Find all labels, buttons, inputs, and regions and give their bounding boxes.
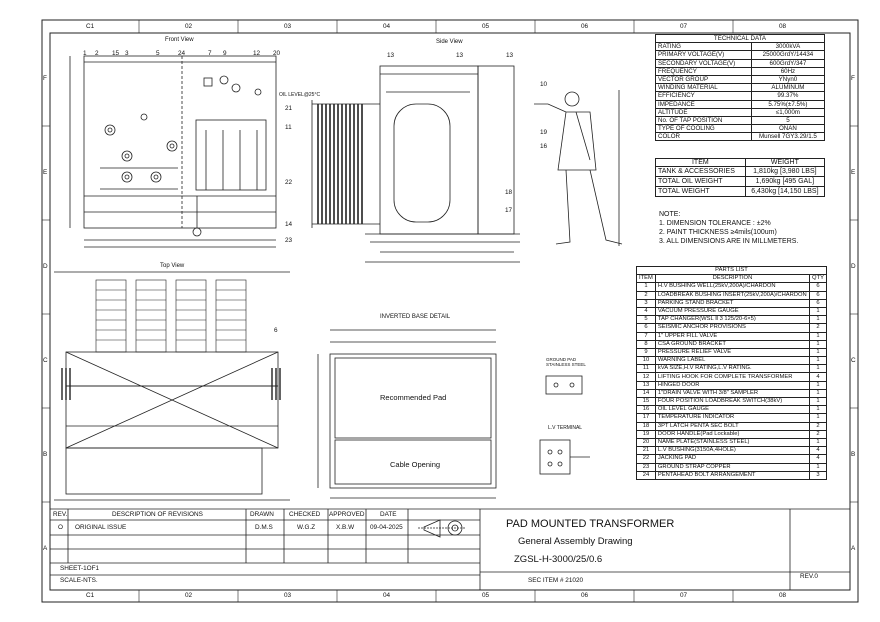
table-row <box>637 406 827 414</box>
part-description: WARNING LABEL <box>655 357 809 365</box>
note-item: 1. DIMENSION TOLERANCE : ±2% <box>659 220 771 227</box>
callout-balloon: 10 <box>540 81 548 88</box>
callout-balloon: 2 <box>95 50 99 57</box>
part-item: 14 <box>637 389 656 397</box>
border-col-label: 06 <box>581 23 589 30</box>
part-qty: 1 <box>810 340 827 348</box>
part-item: 7 <box>637 332 656 340</box>
tech-value: 3000kVA <box>751 43 824 51</box>
notes-title: NOTE: <box>659 211 681 218</box>
part-item: 8 <box>637 340 656 348</box>
part-qty: 1 <box>810 357 827 365</box>
tech-key: VECTOR GROUP <box>656 75 752 83</box>
table-row <box>637 332 827 340</box>
table-row <box>637 389 827 397</box>
table-row <box>637 307 827 315</box>
tech-value: 99.37% <box>751 92 824 100</box>
table-row <box>656 100 825 108</box>
part-description: L.V BUSHING(3150A,4HOLE) <box>655 447 809 455</box>
table-row <box>637 430 827 438</box>
weight-item: TOTAL WEIGHT <box>656 187 746 197</box>
table-row <box>637 414 827 422</box>
part-item: 16 <box>637 406 656 414</box>
side-view-title: Side View <box>436 39 463 45</box>
border-col-label: 07 <box>680 23 688 30</box>
part-item: 13 <box>637 381 656 389</box>
part-qty: 1 <box>810 414 827 422</box>
drawn-by: D.M.S <box>255 524 273 531</box>
part-qty: 6 <box>810 283 827 291</box>
part-description: 1" UPPER FILL VALVE <box>655 332 809 340</box>
callout-balloon: 19 <box>540 129 548 136</box>
table-row <box>656 125 825 133</box>
border-row-label: D <box>851 263 856 270</box>
tech-key: FREQUENCY <box>656 67 752 75</box>
top-view-drawing <box>54 272 290 500</box>
technical-data-header: TECHNICAL DATA <box>656 35 825 43</box>
tech-key: TYPE OF COOLING <box>656 125 752 133</box>
callout-balloon: 14 <box>285 221 293 228</box>
part-item: 18 <box>637 422 656 430</box>
callout-balloon: 13 <box>456 52 464 59</box>
part-qty: 2 <box>810 430 827 438</box>
table-row <box>656 43 825 51</box>
part-qty: 1 <box>810 438 827 446</box>
callout-balloon: 20 <box>273 50 281 57</box>
part-item: 5 <box>637 316 656 324</box>
rev-header: REV. <box>53 511 68 518</box>
part-description: JACKING PAD <box>655 455 809 463</box>
front-callouts-top <box>80 48 280 60</box>
table-row <box>656 84 825 92</box>
part-description: VACUUM PRESSURE GAUGE <box>655 307 809 315</box>
inverted-base-drawing <box>318 330 590 498</box>
callout-balloon: 7 <box>208 50 212 57</box>
part-item: 3 <box>637 299 656 307</box>
part-item: 9 <box>637 348 656 356</box>
part-item: 11 <box>637 365 656 373</box>
part-item: 24 <box>637 471 656 479</box>
part-item: 15 <box>637 398 656 406</box>
inverted-base-title: INVERTED BASE DETAIL <box>380 314 451 320</box>
part-item: 19 <box>637 430 656 438</box>
weight-header-weight: WEIGHT <box>745 159 824 167</box>
part-qty: 1 <box>810 381 827 389</box>
table-row <box>637 438 827 446</box>
sec-item: SEC ITEM # 21020 <box>528 577 584 584</box>
part-item: 17 <box>637 414 656 422</box>
weight-value: 6,430kg [14,150 LBS] <box>745 187 824 197</box>
part-qty: 1 <box>810 406 827 414</box>
table-row <box>656 116 825 124</box>
part-description: PARKING STAND BRACKET <box>655 299 809 307</box>
callout-balloon: 13 <box>387 52 395 59</box>
part-item: 2 <box>637 291 656 299</box>
part-description: TAP CHANGER(WSL Ⅱ 3 125/20-6×5) <box>655 316 809 324</box>
border-row-label: A <box>851 545 856 552</box>
callout-balloon: 18 <box>505 189 513 196</box>
part-qty: 1 <box>810 332 827 340</box>
border-col-label: C1 <box>86 23 95 30</box>
table-row <box>637 348 827 356</box>
part-item: 23 <box>637 463 656 471</box>
part-item: 1 <box>637 283 656 291</box>
tech-value: Munsell 7GY3.29/1.5 <box>751 133 824 141</box>
ground-pad-label: GROUND PAD STAINLESS STEEL <box>546 357 586 367</box>
approved-by: X.B.W <box>336 524 355 531</box>
part-qty: 6 <box>810 291 827 299</box>
part-description: DOOR HANDLE(Pad Lockable) <box>655 430 809 438</box>
part-description: NAME PLATE(STAINLESS STEEL) <box>655 438 809 446</box>
part-qty: 4 <box>810 373 827 381</box>
part-qty: 2 <box>810 422 827 430</box>
tech-key: ALTITUDE <box>656 108 752 116</box>
table-row <box>637 340 827 348</box>
part-qty: 1 <box>810 365 827 373</box>
weight-value: 1,690kg [495 GAL] <box>745 177 824 187</box>
callout-balloon: 21 <box>285 105 293 112</box>
tech-value: 60Hz <box>751 67 824 75</box>
side-view-drawing <box>312 66 622 262</box>
rev-label: REV.0 <box>800 573 818 580</box>
tech-key: RATING <box>656 43 752 51</box>
drawing-number: ZGSL-H-3000/25/0.6 <box>514 554 603 565</box>
border-col-label: 03 <box>284 592 292 599</box>
note-item: 3. ALL DIMENSIONS ARE IN MILLMETERS. <box>659 238 799 245</box>
checked-header: CHECKED <box>289 511 321 518</box>
parts-list-table <box>636 266 827 480</box>
table-row <box>637 373 827 381</box>
part-qty: 1 <box>810 398 827 406</box>
callout-balloon: 3 <box>125 50 129 57</box>
part-qty: 2 <box>810 324 827 332</box>
part-description: OIL LEVEL GAUGE <box>655 406 809 414</box>
table-row <box>656 92 825 100</box>
drawing-subtitle: General Assembly Drawing <box>518 536 633 547</box>
part-description: 1"DRAIN VALVE WITH 3/8" SAMPLER <box>655 389 809 397</box>
front-view-drawing <box>70 56 276 247</box>
table-row <box>637 422 827 430</box>
drawing-title: PAD MOUNTED TRANSFORMER <box>506 518 675 530</box>
border-col-label: 02 <box>185 23 193 30</box>
part-description: FOUR POSITION LOADBREAK SWITCH(38kV) <box>655 398 809 406</box>
tech-key: COLOR <box>656 133 752 141</box>
callout-balloon: 1 <box>83 50 87 57</box>
part-description: CSA GROUND BRACKET <box>655 340 809 348</box>
part-qty: 6 <box>810 299 827 307</box>
weight-item: TOTAL OIL WEIGHT <box>656 177 746 187</box>
border-col-label: 03 <box>284 23 292 30</box>
part-description: GROUND STRAP COPPER <box>655 463 809 471</box>
description-header: DESCRIPTION OF REVISIONS <box>112 511 203 518</box>
table-row <box>637 357 827 365</box>
part-qty: 1 <box>810 316 827 324</box>
top-view-title: Top View <box>160 263 185 269</box>
notes-block <box>659 210 798 246</box>
part-description: PENTAHEAD BOLT ARRANGEMENT <box>655 471 809 479</box>
tech-key: PRIMARY VOLTAGE(V) <box>656 51 752 59</box>
date-header: DATE <box>380 511 397 518</box>
weight-value: 1,810kg [3,980 LBS] <box>745 167 824 177</box>
tech-value: 5 <box>751 116 824 124</box>
border-col-label: 04 <box>383 23 391 30</box>
part-qty: 3 <box>810 471 827 479</box>
part-qty: 1 <box>810 307 827 315</box>
approved-header: APPROVED <box>329 511 365 518</box>
part-qty: 4 <box>810 447 827 455</box>
parts-header-item: ITEM <box>637 275 656 283</box>
table-row <box>637 316 827 324</box>
border-row-label: B <box>851 451 856 458</box>
revision-number: O <box>58 524 63 531</box>
table-row <box>637 471 827 479</box>
tech-value: 5.75%(±7.5%) <box>751 100 824 108</box>
part-description: SEISMIC ANCHOR PROVISIONS <box>655 324 809 332</box>
sheet-number: SHEET-1OF1 <box>60 565 100 572</box>
part-qty: 1 <box>810 348 827 356</box>
table-row <box>637 455 827 463</box>
tech-key: WINDING MATERIAL <box>656 84 752 92</box>
part-item: 10 <box>637 357 656 365</box>
border-col-label: 08 <box>779 592 787 599</box>
parts-header-qty: QTY <box>810 275 827 283</box>
border-row-label: B <box>43 451 48 458</box>
border-col-label: C1 <box>86 592 95 599</box>
part-description: PRESSURE RELIEF VALVE <box>655 348 809 356</box>
border-row-label: D <box>43 263 48 270</box>
front-view-title: Front View <box>165 37 194 43</box>
part-qty: 1 <box>810 463 827 471</box>
border-col-label: 05 <box>482 23 490 30</box>
border-row-label: F <box>851 75 855 82</box>
parts-header-description: DESCRIPTION <box>655 275 809 283</box>
callout-balloon: 5 <box>156 50 160 57</box>
callout-balloon: 24 <box>178 50 186 57</box>
callout-balloon: 13 <box>506 52 514 59</box>
part-item: 6 <box>637 324 656 332</box>
border-col-label: 05 <box>482 592 490 599</box>
callout-balloon: 23 <box>285 237 293 244</box>
callout-balloon: 16 <box>540 143 548 150</box>
tech-key: SECONDARY VOLTAGE(V) <box>656 59 752 67</box>
callout-balloon: 12 <box>253 50 261 57</box>
tech-value: ALUMINUM <box>751 84 824 92</box>
table-row <box>656 67 825 75</box>
tech-key: EFFICIENCY <box>656 92 752 100</box>
border-row-label: E <box>43 169 48 176</box>
part-description: 3PT LATCH PENTA SEC BOLT <box>655 422 809 430</box>
tech-value: 600GrdY/347 <box>751 59 824 67</box>
table-row <box>637 398 827 406</box>
tech-value: ONAN <box>751 125 824 133</box>
table-row <box>637 324 827 332</box>
table-row <box>637 463 827 471</box>
part-qty: 4 <box>810 455 827 463</box>
table-row <box>656 59 825 67</box>
callout-balloon: 17 <box>505 207 513 214</box>
parts-list-title: PARTS LIST <box>637 267 827 275</box>
table-row <box>637 291 827 299</box>
projection-symbol <box>418 520 466 537</box>
lv-terminal-label: L.V TERMINAL <box>548 425 583 431</box>
table-row <box>637 447 827 455</box>
part-description: H.V BUSHING WELL(25kV,200A)/CHARDON <box>655 283 809 291</box>
table-row <box>656 177 825 187</box>
tech-value: 25000GrdY/14434 <box>751 51 824 59</box>
cable-opening-label: Cable Opening <box>390 460 441 469</box>
part-item: 4 <box>637 307 656 315</box>
border-row-label: A <box>43 545 48 552</box>
border-col-label: 04 <box>383 592 391 599</box>
border-col-label: 07 <box>680 592 688 599</box>
weight-header-item: ITEM <box>656 159 746 167</box>
part-item: 21 <box>637 447 656 455</box>
tech-key: No. OF TAP POSITION <box>656 116 752 124</box>
tech-value: YNyn0 <box>751 75 824 83</box>
table-row <box>637 299 827 307</box>
part-item: 22 <box>637 455 656 463</box>
part-description: LOADBREAK BUSHING INSERT(25kV,200A)/CHARDON <box>655 291 809 299</box>
callout-balloon: 11 <box>285 124 292 131</box>
table-row <box>656 108 825 116</box>
table-row <box>637 381 827 389</box>
border-row-label: F <box>43 75 47 82</box>
weight-item: TANK & ACCESSORIES <box>656 167 746 177</box>
border-col-label: 06 <box>581 592 589 599</box>
part-item: 12 <box>637 373 656 381</box>
table-row <box>656 75 825 83</box>
weight-table <box>655 158 825 197</box>
revision-date: 09-04-2025 <box>370 524 403 531</box>
callout-balloon: 6 <box>274 327 278 334</box>
callout-balloon: 15 <box>112 50 120 57</box>
table-row <box>637 283 827 291</box>
note-item: 2. PAINT THICKNESS ≥4mils(100um) <box>659 229 777 236</box>
table-row <box>656 187 825 197</box>
callout-balloon: 22 <box>285 179 293 186</box>
border-row-label: C <box>43 357 48 364</box>
table-row <box>656 167 825 177</box>
title-block-lines <box>50 509 850 590</box>
table-row <box>637 365 827 373</box>
oil-level-label: OIL LEVEL@25°C <box>279 92 321 98</box>
part-description: HINGED DOOR <box>655 381 809 389</box>
checked-by: W.G.Z <box>297 524 316 531</box>
technical-data-table <box>655 34 825 141</box>
part-description: TEMPERATURE INDICATOR <box>655 414 809 422</box>
tech-value: ≤1,000m <box>751 108 824 116</box>
part-description: LIFTING HOOK FOR COMPLETE TRANSFORMER <box>655 373 809 381</box>
recommended-pad-label: Recommended Pad <box>380 393 447 402</box>
border-col-label: 08 <box>779 23 787 30</box>
drawn-header: DRAWN <box>250 511 274 518</box>
table-row <box>656 133 825 141</box>
table-row <box>656 51 825 59</box>
border-col-label: 02 <box>185 592 193 599</box>
border-row-label: E <box>851 169 856 176</box>
callout-balloon: 9 <box>223 50 227 57</box>
part-qty: 1 <box>810 389 827 397</box>
tech-key: IMPEDANCE <box>656 100 752 108</box>
part-item: 20 <box>637 438 656 446</box>
revision-description: ORIGINAL ISSUE <box>75 524 127 531</box>
border-row-label: C <box>851 357 856 364</box>
scale: SCALE-NTS. <box>60 577 98 584</box>
part-description: kVA SIZE,H.V RATING,L.V RATING. <box>655 365 809 373</box>
